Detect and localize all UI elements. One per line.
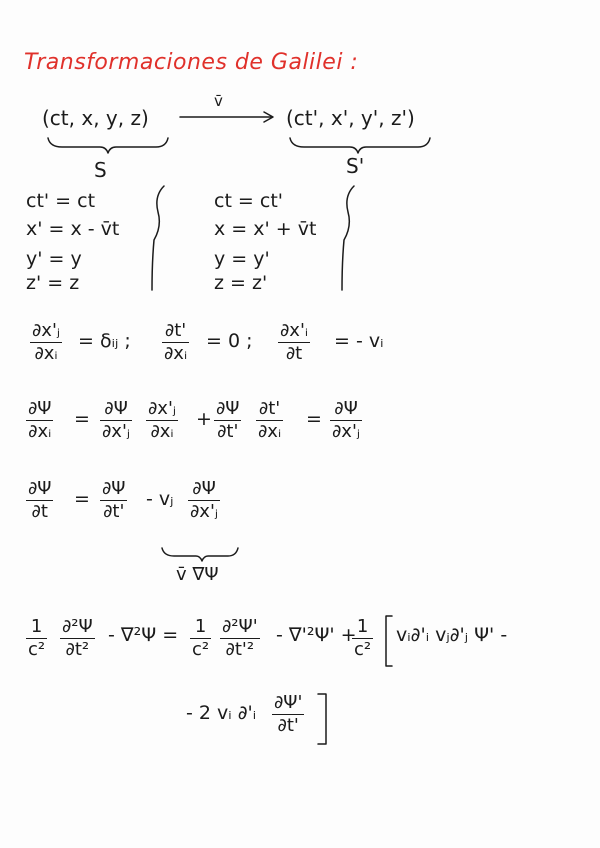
minus-v-text: = - vᵢ bbox=[334, 330, 384, 352]
frac-dxj-prime-dxi: ∂x'ⱼ ∂xᵢ bbox=[148, 398, 177, 442]
brace-forward-icon bbox=[152, 186, 164, 290]
frac-one-over-c2-b: 1 c² bbox=[192, 616, 210, 660]
brace-inverse-icon bbox=[342, 186, 354, 290]
page-title: Transformaciones de Galilei : bbox=[24, 50, 359, 75]
frac-dt-dxi: ∂t' ∂xᵢ bbox=[164, 320, 188, 364]
frac-one-over-c2-a: 1 c² bbox=[28, 616, 46, 660]
fwd-eq-2: x' = x - v̄t bbox=[26, 218, 120, 240]
frac-dpsi-dxj-prime: ∂Ψ ∂x'ⱼ bbox=[102, 398, 131, 442]
minus-vj-text: - vⱼ bbox=[146, 488, 174, 510]
frac-dt-prime-dxi: ∂t' ∂xᵢ bbox=[258, 398, 282, 442]
kronecker-text: = δᵢⱼ ; bbox=[78, 330, 131, 352]
frac-dpsi-dxi: ∂Ψ ∂xᵢ bbox=[28, 398, 52, 442]
frac-dpsi-dxj-prime-result: ∂Ψ ∂x'ⱼ bbox=[332, 398, 361, 442]
equals-sign: = bbox=[306, 408, 322, 430]
right-bracket-icon bbox=[318, 694, 326, 744]
frame-s-prime-label: S' bbox=[346, 154, 365, 178]
velocity-label: v̄ bbox=[214, 92, 223, 110]
frac-dpsi-dxj-prime: ∂Ψ ∂x'ⱼ bbox=[190, 478, 219, 522]
brace-label: v̄ ∇Ψ bbox=[176, 564, 219, 585]
zero-text: = 0 ; bbox=[206, 330, 253, 352]
frac-dxj-dxi: ∂x'ⱼ ∂xᵢ bbox=[32, 320, 61, 364]
frac-dpsi-dt-prime: ∂Ψ ∂t' bbox=[216, 398, 240, 442]
frac-dpsi-dt-prime: ∂Ψ ∂t' bbox=[102, 478, 126, 522]
inv-eq-4: z = z' bbox=[214, 272, 268, 294]
inv-eq-3: y = y' bbox=[214, 248, 270, 270]
fwd-eq-1: ct' = ct bbox=[26, 190, 96, 212]
underbrace-vgrad-icon bbox=[162, 548, 238, 561]
frame-s-coords: (ct, x, y, z) bbox=[42, 106, 149, 130]
bracket-term: vᵢ∂'ᵢ vⱼ∂'ⱼ Ψ' - bbox=[396, 624, 508, 646]
underbrace-s-prime-icon bbox=[290, 138, 430, 153]
fwd-eq-3: y' = y bbox=[26, 248, 82, 270]
underbrace-s-icon bbox=[48, 138, 168, 153]
laplacian-text: - ∇²Ψ = bbox=[108, 624, 179, 646]
fwd-eq-4: z' = z bbox=[26, 272, 80, 294]
frac-dpsi-dt: ∂Ψ ∂t bbox=[28, 478, 52, 522]
frac-dpsi-prime-dt-prime: ∂Ψ' ∂t' bbox=[274, 692, 303, 736]
equals-sign: = bbox=[74, 408, 90, 430]
frame-s-prime-coords: (ct', x', y', z') bbox=[286, 106, 415, 130]
frac-d2psi-prime-dt-prime2: ∂²Ψ' ∂t'² bbox=[222, 616, 258, 660]
plus-sign: + bbox=[196, 408, 212, 430]
inv-eq-1: ct = ct' bbox=[214, 190, 284, 212]
inv-eq-2: x = x' + v̄t bbox=[214, 218, 317, 240]
equals-sign: = bbox=[74, 488, 90, 510]
frame-s-label: S bbox=[94, 158, 107, 182]
laplacian-prime-text: - ∇'²Ψ' + bbox=[276, 624, 357, 646]
frac-one-over-c2-c: 1 c² bbox=[354, 616, 372, 660]
second-line-term: - 2 vᵢ ∂'ᵢ bbox=[186, 702, 257, 724]
frac-dxi-dt: ∂x'ᵢ ∂t bbox=[280, 320, 309, 364]
frac-d2psi-dt2: ∂²Ψ ∂t² bbox=[62, 616, 93, 660]
left-bracket-icon bbox=[386, 616, 392, 666]
